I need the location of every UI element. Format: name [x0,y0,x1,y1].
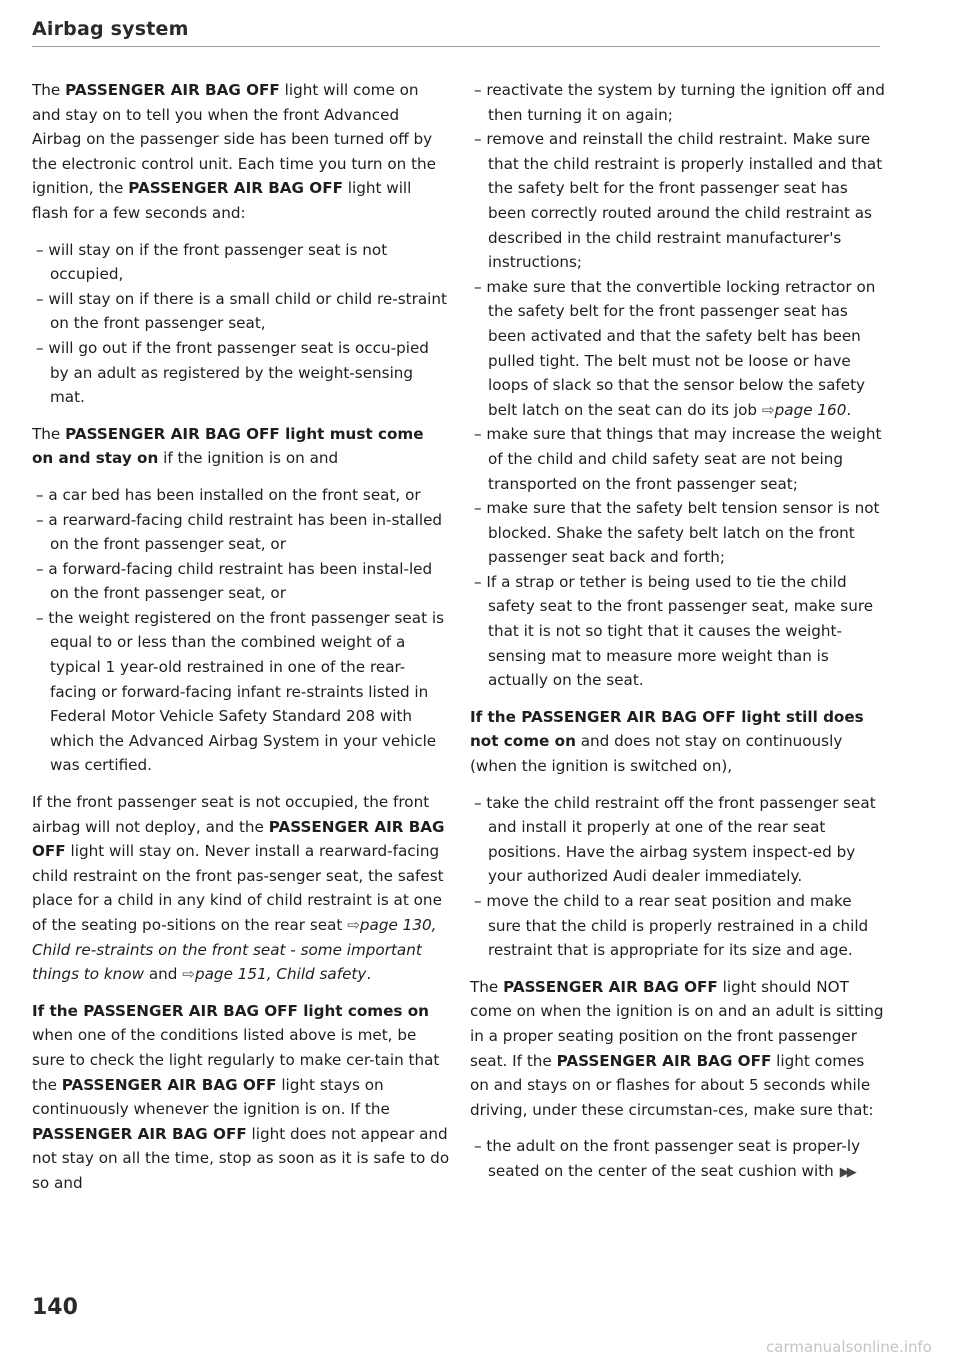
right-column [470,78,888,1186]
page-number: 140 [32,1295,78,1320]
paragraph-light-comes-on: If the PASSENGER AIR BAG OFF light comes on when one of the conditions listed above is met, be sure to check the light regularly to make cer-tain that the PASSENGER AIR BAG OFF light stays on continuously whenever the ignition is on. If the PASSENGER AIR BAG OFF light does not appear and not stay on all the time, stop as soon as it is safe to do so and [32,1001,450,1192]
paragraph-should-not-come-on: The PASSENGER AIR BAG OFF light should NOT come on when the ignition is on and an adult is sitting in a proper seating position on the front passenger seat. If the PASSENGER AIR BAG OFF light comes on and stays on or flashes for about 5 seconds while driving, under these circumstan-ces, make sure that: [470,977,884,1119]
list-item: – make sure that things that may increase the weight of the child and child safety seat are not being transported on the front passenger seat; [470,422,888,496]
left-column [32,78,450,1208]
list-item: – a forward-facing child restraint has been instal-led on the front passenger seat, or [32,557,450,606]
paragraph-still-not-on: If the PASSENGER AIR BAG OFF light still does not come on and does not stay on continuously (when the ignition is switched on), [470,707,864,776]
cross-reference-link[interactable]: page 160 [774,400,847,419]
cross-reference-link[interactable]: page 130, Child re-straints on the front seat - some important things to know [32,916,437,984]
cross-reference-arrow-icon: ⇨ [347,916,360,934]
list-item: – take the child restraint off the front passenger seat and install it properly at one of the rear seat positions. Have the airbag system inspect-ed by your authorized Audi dealer immediately. [470,791,888,889]
paragraph-intro: The PASSENGER AIR BAG OFF light will come on and stay on to tell you when the front Advanced Airbag on the passenger side has been turned off by the electronic control unit. Each time you turn on the ignition, the PASSENGER AIR BAG OFF light will flash for a few seconds and: [32,81,437,222]
list-item: – reactivate the system by turning the ignition off and then turning it on again; [470,78,888,127]
list-item: – remove and reinstall the child restraint. Make sure that the child restraint is properly installed and that the safety belt for the front passenger seat has been correctly routed around the child restraint as described in the child restraint manufacturer's instructions; [470,127,888,275]
continued-arrow-icon: ▶▶ [839,1164,854,1180]
list-item: – If a strap or tether is being used to tie the child safety seat to the front passenger seat, make sure that it is not so tight that it causes the weight-sensing mat to measure more weight than is actually on the seat. [470,570,888,693]
list-item: – a car bed has been installed on the front seat, or [32,483,450,508]
list-item: – will stay on if there is a small child or child re-straint on the front passenger seat, [32,287,450,336]
list-item: – the adult on the front passenger seat is proper-ly seated on the center of the seat cushion with ▶▶ [470,1134,888,1185]
list-item: – a rearward-facing child restraint has been in-stalled on the front passenger seat, or [32,508,450,557]
paragraph-must-come-on: The PASSENGER AIR BAG OFF light must come on and stay on if the ignition is on and [32,424,424,468]
list-item: – make sure that the safety belt tension sensor is not blocked. Shake the safety belt latch on the front passenger seat back and forth; [470,496,888,570]
cross-reference-link[interactable]: page 151, Child safety [194,965,367,984]
list-conditions-on [32,483,450,778]
cross-reference-arrow-icon: ⇨ [182,965,195,984]
list-item: – the weight registered on the front passenger seat is equal to or less than the combined weight of a typical 1 year-old restrained in one of the rear-facing or forward-facing infant re-straints listed in Federal Motor Vehicle Safety Standard 208 with which the Advanced Airbag System in your vehicle was certified. [32,606,450,778]
paragraph-not-occupied: If the front passenger seat is not occupied, the front airbag will not deploy, and the PASSENGER AIR BAG OFF light will stay on. Never install a rearward-facing child restraint on the front pas-senger seat, the safest place for a child in any kind of child restraint is at one of the seating po-sitions on the rear seat ⇨page 130, Child re-straints on the front seat - some important things to know and ⇨page 151, Child safety. [32,793,445,984]
list-still-not-on-actions [470,791,888,963]
list-actions [470,78,888,693]
list-item: – make sure that the convertible locking retractor on the safety belt for the front passenger seat has been activated and that the safety belt has been pulled tight. The belt must not be loose or have loops of slack so that the sensor below the safety belt latch on the seat can do its job ⇨page 160. [470,275,888,423]
section-title: Airbag system [32,18,189,40]
list-conditions-flash [32,238,450,410]
list-item: – will stay on if the front passenger seat is not occupied, [32,238,450,287]
cross-reference-arrow-icon: ⇨ [761,400,775,419]
list-item: – move the child to a rear seat position and make sure that the child is properly restrained in a child restraint that is appropriate for its size and age. [470,889,888,963]
watermark: carmanualsonline.info [766,1338,932,1356]
page-header [32,18,880,47]
list-item: – will go out if the front passenger seat is occu-pied by an adult as registered by the weight-sensing mat. [32,336,450,410]
